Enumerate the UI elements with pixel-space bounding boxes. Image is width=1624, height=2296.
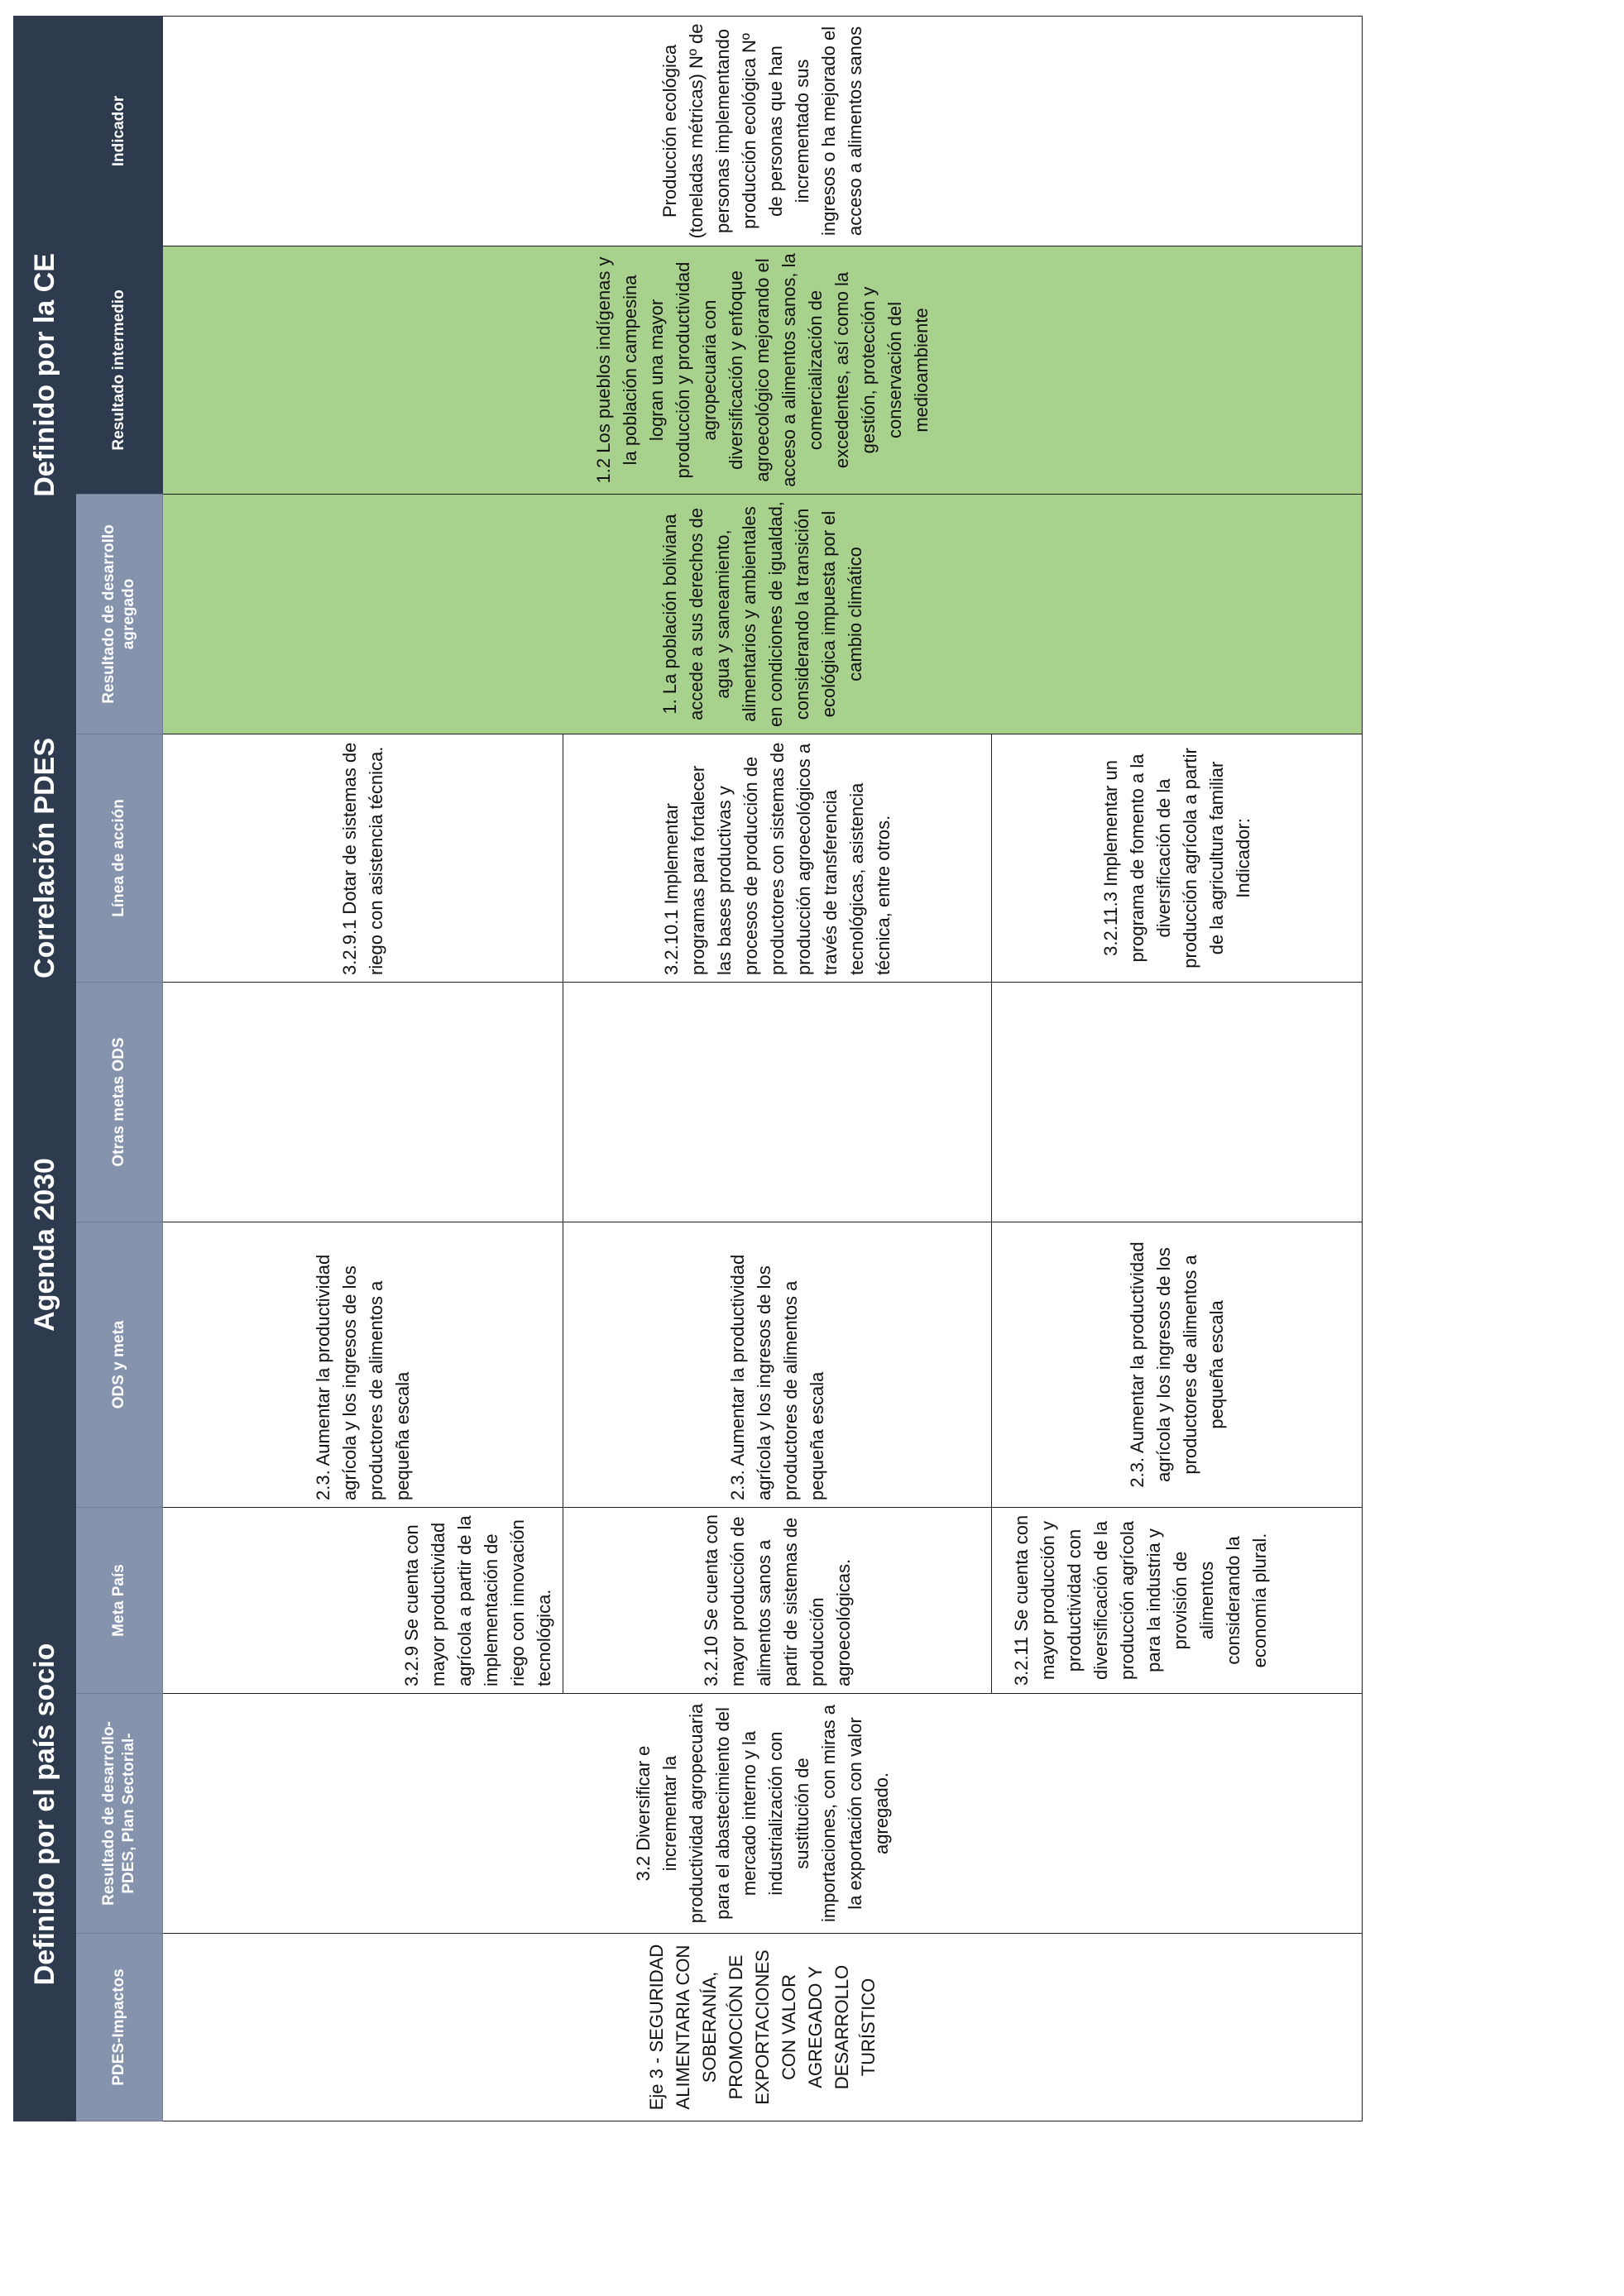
resultado-agregado-cell [163, 494, 1363, 734]
meta-pais-text: 3.2.11 Se cuenta con mayor producción y productividad con diversificación de la producción agrícola para la industria y provisión de alimentos considerando la economía plural. [1011, 1514, 1270, 1686]
ods-meta-text: 2.3. Aumentar la productividad agrícola y los ingresos de los productores de alimentos a pequeña escala [726, 1254, 827, 1500]
resultado-agregado-text: 1. La población boliviana accede a sus derechos de agua y saneamiento, alimentarios y ambientales en condiciones de igualdad, considerando la transición ecológica impuesta por el cambio climático [659, 501, 865, 727]
otras-metas-cell [563, 982, 992, 1222]
col-header-resultado-intermedio: Resultado intermedio [76, 246, 163, 494]
col-header-ods-meta: ODS y meta [76, 1222, 163, 1507]
otras-metas-cell [163, 982, 563, 1222]
meta-pais-cell [163, 1507, 563, 1693]
linea-accion-text: 3.2.9.1 Dotar de sistemas de riego con asistencia técnica. [338, 742, 386, 975]
meta-pais-text: 3.2.10 Se cuenta con mayor producción de alimentos sanos a partir de sistemas de producción agroecológicas. [700, 1514, 854, 1686]
impacto-text: Eje 3 - SEGURIDAD ALIMENTARIA CON SOBERANÍA, PROMOCIÓN DE EXPORTACIONES CON VALOR AGREGADO Y DESARROLLO TURÍSTICO [645, 1944, 879, 2111]
group-header-agenda: Agenda 2030 [14, 982, 76, 1507]
otras-metas-cell [992, 982, 1363, 1222]
ods-meta-cell [563, 1222, 992, 1507]
rotated-table-container [13, 17, 1353, 2121]
group-header-pdes: Correlación PDES [14, 734, 76, 982]
col-header-meta-pais: Meta País [76, 1507, 163, 1693]
resultado-sectorial-cell [163, 1694, 1363, 1934]
group-header-pais: Definido por el país socio [14, 1507, 76, 2121]
linea-accion-cell [163, 734, 563, 982]
col-header-linea-accion: Línea de acción [76, 734, 163, 982]
ods-meta-text: 2.3. Aumentar la productividad agrícola y los ingresos de los productores de alimentos a pequeña escala [1126, 1241, 1227, 1488]
linea-accion-text: 3.2.10.1 Implementar programas para fortalecer las bases productivas y procesos de producción de productores con sistemas de producción agroecológicos a través de transferencia tecnológicas, asistencia técnica, entre otros. [660, 742, 893, 975]
table-row [163, 16, 563, 2121]
indicador-text: Producción ecológica (toneladas métricas) Nº de personas implementando producción ecológica Nº de personas que han incrementado sus ingresos o ha mejorado el acceso a alimentos sanos [659, 23, 865, 239]
impacto-cell [163, 1934, 1363, 2121]
col-header-indicador: Indicador [76, 16, 163, 246]
col-header-impactos: PDES-Impactos [76, 1934, 163, 2121]
col-header-resultado-agregado: Resultado de desarrollo agregado [76, 494, 163, 734]
indicador-cell [163, 16, 1363, 246]
col-header-otras-metas: Otras metas ODS [76, 982, 163, 1222]
column-header-row [76, 16, 163, 2121]
linea-accion-cell [563, 734, 992, 982]
meta-pais-text: 3.2.9 Se cuenta con mayor productividad agrícola a partir de la implementación de riego con innovación tecnológica. [401, 1515, 554, 1686]
ods-meta-text: 2.3. Aumentar la productividad agrícola y los ingresos de los productores de alimentos a pequeña escala [312, 1254, 413, 1500]
results-framework-table [13, 16, 1363, 2121]
meta-pais-cell [563, 1507, 992, 1693]
resultado-sectorial-text: 3.2 Diversificar e incrementar la productividad agropecuaria para el abastecimiento del mercado interno y la industrialización con sustitución de importaciones, con miras a la exportación con valor agregado. [632, 1703, 892, 1924]
ods-meta-cell [163, 1222, 563, 1507]
ods-meta-cell [992, 1222, 1363, 1507]
linea-accion-cell [992, 734, 1363, 982]
resultado-intermedio-cell [163, 246, 1363, 494]
group-header-row [14, 16, 76, 2121]
meta-pais-cell [992, 1507, 1363, 1693]
linea-accion-text: 3.2.11.3 Implementar un programa de fomento a la diversificación de la producción agrícola a partir de la agricultura familiar Indicador: [1099, 748, 1253, 969]
resultado-intermedio-text: 1.2 Los pueblos indígenas y la población campesina logran una mayor producción y productividad agropecuaria con diversificación y enfoque agroecológico mejorando el acceso a alimentos sanos, la comercialización de excedentes, así como la gestión, protección y conservación del medioambiente [592, 253, 932, 487]
col-header-resultado-sectorial: Resultado de desarrollo- PDES, Plan Sectorial- [76, 1694, 163, 1934]
group-header-ce: Definido por la CE [14, 16, 76, 734]
